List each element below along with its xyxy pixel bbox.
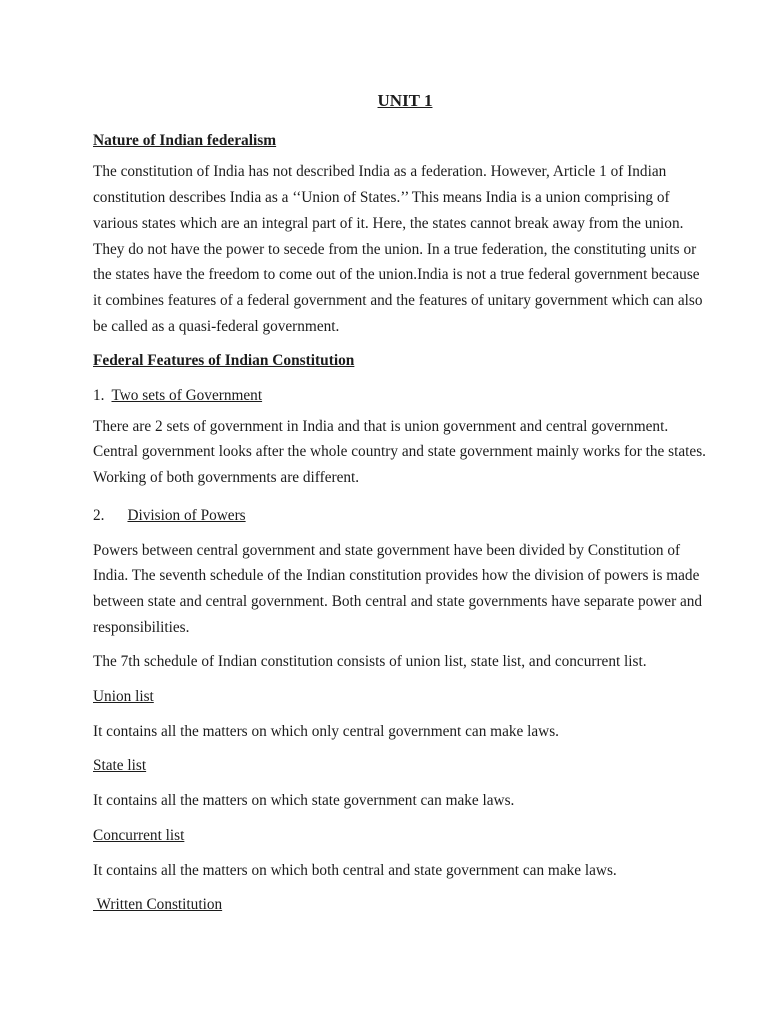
subheading-written-constitution: Written Constitution — [93, 896, 223, 914]
paragraph-line: Working of both governments are different. — [93, 469, 360, 487]
subheading-union-list: Union list — [93, 688, 154, 706]
paragraph-line: There are 2 sets of government in India and that is union government and central government. — [93, 417, 669, 435]
item-title: Division of Powers — [127, 506, 246, 524]
paragraph-line: The constitution of India has not described India as a federation. However, Article 1 of Indian — [93, 163, 667, 181]
paragraph-state-list: It contains all the matters on which state government can make laws. — [93, 792, 515, 810]
paragraph-line: India. The seventh schedule of the Indian constitution provides how the division of powers is made — [93, 567, 700, 585]
paragraph-concurrent-list: It contains all the matters on which both central and state government can make laws. — [93, 861, 617, 879]
paragraph-schedule: The 7th schedule of Indian constitution consists of union list, state list, and concurrent list. — [93, 653, 647, 671]
numbered-item-two-sets — [93, 383, 717, 409]
document-title-text: UNIT 1 — [377, 91, 433, 110]
paragraph-line: the states have the freedom to come out of the union.India is not a true federal government because — [93, 266, 700, 284]
subheading-concurrent-list: Concurrent list — [93, 826, 185, 844]
paragraph-line: various states which are an integral part of it. Here, the states cannot break away from the union. — [93, 214, 684, 232]
paragraph-union-list: It contains all the matters on which only central government can make laws. — [93, 722, 559, 740]
paragraph-nature — [93, 159, 717, 339]
numbered-item-division-of-powers — [93, 503, 717, 529]
paragraph-line: it combines features of a federal government and the features of unitary government which can also — [93, 291, 703, 309]
item-number: 2. — [93, 506, 105, 524]
section-heading-federal-features: Federal Features of Indian Constitution — [93, 352, 355, 370]
paragraph-line: responsibilities. — [93, 618, 190, 636]
paragraph-line: Powers between central government and state government have been divided by Constitution of — [93, 541, 681, 559]
paragraph-line: constitution describes India as a ‘‘Union of States.’’ This means India is a union comprising of — [93, 189, 670, 207]
paragraph-division — [93, 538, 717, 641]
document-title — [93, 88, 717, 114]
item-title: Two sets of Government — [111, 387, 263, 405]
paragraph-two-sets — [93, 414, 717, 491]
paragraph-line: Central government looks after the whole country and state government mainly works for the states. — [93, 443, 706, 461]
paragraph-line: be called as a quasi-federal government. — [93, 317, 340, 335]
item-number: 1. — [93, 387, 105, 405]
paragraph-line: They do not have the power to secede from the union. In a true federation, the constituting units or — [93, 240, 697, 258]
document-content — [93, 88, 717, 927]
section-heading-nature: Nature of Indian federalism — [93, 131, 277, 149]
subheading-state-list: State list — [93, 757, 147, 775]
paragraph-line: between state and central government. Both central and state governments have separate power and — [93, 592, 703, 610]
